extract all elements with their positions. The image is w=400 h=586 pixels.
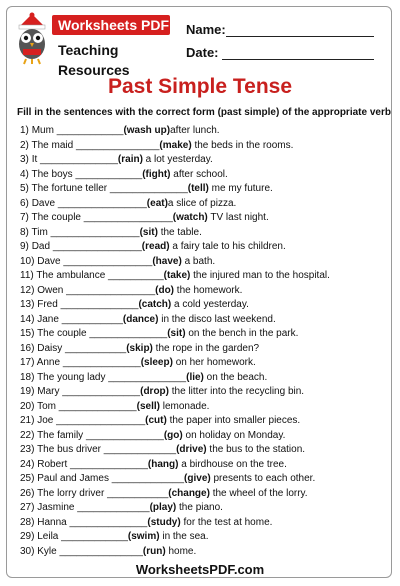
item-verb: (wash up) xyxy=(123,125,171,136)
item-verb: (sit) xyxy=(139,226,158,238)
item-verb: (read) xyxy=(141,241,170,252)
item-number: 3) xyxy=(20,154,29,165)
answer-blank[interactable]: __________ xyxy=(108,270,164,281)
answer-blank[interactable]: ________________ xyxy=(66,284,156,296)
item-verb: (skip) xyxy=(126,342,153,354)
item-number: 4) xyxy=(20,168,29,180)
item-number: 20) xyxy=(20,400,35,412)
exercise-item xyxy=(20,255,390,270)
answer-blank[interactable]: _____________ xyxy=(111,473,185,484)
item-verb: (hang) xyxy=(147,458,179,470)
item-text-after: lemonade. xyxy=(159,400,210,412)
item-verb: (play) xyxy=(149,502,177,513)
item-verb: (run) xyxy=(142,545,166,557)
answer-blank[interactable]: _____________ xyxy=(77,502,150,513)
item-text-before: It xyxy=(31,154,41,165)
item-verb: (tell) xyxy=(187,183,209,194)
header xyxy=(0,0,386,78)
item-text-before: Daisy xyxy=(37,342,66,354)
exercise-item xyxy=(20,124,390,139)
item-text-after: presents to each other. xyxy=(210,473,316,484)
item-verb: (change) xyxy=(168,487,210,499)
item-number: 23) xyxy=(20,444,35,455)
exercise-item xyxy=(20,545,390,560)
item-text-before: Fred xyxy=(37,299,61,310)
exercise-item xyxy=(20,429,390,444)
answer-blank[interactable]: ______________ xyxy=(40,154,118,165)
item-number: 15) xyxy=(20,328,35,339)
item-text-before: The boys xyxy=(31,168,76,180)
exercise-item xyxy=(20,530,390,545)
exercise-item xyxy=(20,472,390,487)
answer-blank[interactable]: _____________ xyxy=(103,444,177,455)
item-text-before: Tim xyxy=(31,226,51,238)
item-text-before: The young lady xyxy=(37,371,109,383)
item-verb: (sit) xyxy=(167,328,186,339)
answer-blank[interactable]: ____________ xyxy=(75,168,143,180)
item-text-after: the wheel of the lorry. xyxy=(209,487,308,499)
item-verb: (catch) xyxy=(138,299,172,310)
item-number: 9) xyxy=(20,241,29,252)
exercise-item xyxy=(20,516,390,531)
item-text-before: Jasmine xyxy=(37,502,78,513)
item-text-after: in the disco last weekend. xyxy=(158,313,276,325)
item-number: 8) xyxy=(20,226,29,238)
item-text-after: the homework. xyxy=(174,284,243,296)
item-verb: (sell) xyxy=(136,400,160,412)
item-text-before: Jane xyxy=(37,313,62,325)
item-number: 16) xyxy=(20,342,35,354)
item-number: 21) xyxy=(20,415,35,426)
exercise-item xyxy=(20,139,390,154)
item-text-before: Leila xyxy=(37,531,62,542)
item-number: 11) xyxy=(20,270,34,281)
item-number: 2) xyxy=(20,139,29,151)
item-number: 5) xyxy=(20,183,29,194)
exercise-item xyxy=(20,240,390,255)
item-text-after: the rope in the garden? xyxy=(152,342,260,354)
exercise-item xyxy=(20,400,390,415)
item-text-before: Paul and James xyxy=(37,473,112,484)
item-verb: (lie) xyxy=(186,371,204,383)
item-verb: (fight) xyxy=(142,168,171,180)
item-number: 25) xyxy=(20,473,35,484)
answer-blank[interactable]: ________________ xyxy=(63,255,153,267)
item-text-before: The couple xyxy=(31,212,84,223)
answer-blank[interactable]: ______________ xyxy=(89,328,168,339)
answer-blank[interactable]: ________________ xyxy=(56,415,146,426)
answer-blank[interactable]: ________________ xyxy=(50,226,140,238)
answer-blank[interactable]: ______________ xyxy=(69,516,148,528)
item-text-before: Hanna xyxy=(37,516,70,528)
answer-blank[interactable]: ___________ xyxy=(107,487,169,499)
item-text-before: Owen xyxy=(37,284,67,296)
item-text-after: a lot yesterday. xyxy=(142,154,213,165)
item-verb: (eat) xyxy=(146,197,168,209)
exercise-list xyxy=(20,124,390,559)
item-text-after: the paper into smaller pieces. xyxy=(166,415,301,426)
item-verb: (rain) xyxy=(117,154,143,165)
footer-site: WorksheetsPDF.com xyxy=(135,562,265,577)
exercise-item xyxy=(20,226,390,241)
item-text-after: on the bench in the park. xyxy=(185,328,299,339)
exercise-item xyxy=(20,443,390,458)
item-text-after: on holiday on Monday. xyxy=(182,429,286,441)
answer-blank[interactable]: ______________ xyxy=(85,429,164,441)
item-number: 22) xyxy=(20,429,35,441)
date-label: Date: xyxy=(186,45,219,60)
exercise-item xyxy=(20,298,390,313)
item-verb: (do) xyxy=(155,284,175,296)
item-text-after: on her homework. xyxy=(172,357,256,368)
item-number: 1) xyxy=(20,125,29,136)
item-text-after: home. xyxy=(165,545,197,557)
item-text-after: after school. xyxy=(170,168,228,180)
item-verb: (give) xyxy=(184,473,211,484)
item-number: 17) xyxy=(20,357,35,368)
item-text-after: on the beach. xyxy=(203,371,268,383)
item-number: 30) xyxy=(20,545,35,557)
item-text-before: The ambulance xyxy=(36,270,109,281)
item-verb: (sleep) xyxy=(140,357,173,368)
item-text-after: the beds in the rooms. xyxy=(191,139,294,151)
item-text-after: the piano. xyxy=(176,502,223,513)
item-text-before: The maid xyxy=(31,139,76,151)
answer-blank[interactable]: ____________ xyxy=(56,125,124,136)
exercise-item xyxy=(20,327,390,342)
answer-blank[interactable]: _______________ xyxy=(75,139,160,151)
exercise-item xyxy=(20,414,390,429)
brand-subtitle: Teaching Resources xyxy=(58,42,130,78)
item-text-before: The couple xyxy=(37,328,90,339)
item-text-before: The fortune teller xyxy=(31,183,110,194)
exercise-item xyxy=(20,501,390,516)
item-number: 29) xyxy=(20,531,35,542)
answer-blank[interactable]: ___________ xyxy=(61,313,123,325)
answer-blank[interactable]: ______________ xyxy=(62,386,141,397)
item-text-before: Mary xyxy=(37,386,63,397)
item-text-before: Mum xyxy=(31,125,57,136)
item-text-after: me my future. xyxy=(208,183,273,194)
item-text-before: Dave xyxy=(37,255,64,267)
item-text-after: the bus to the station. xyxy=(206,444,306,455)
exercise-item xyxy=(20,168,390,183)
instructions: Fill in the sentences with the correct form (past simple) of the appropriate verb xyxy=(17,107,391,118)
answer-blank[interactable]: ______________ xyxy=(70,458,148,470)
item-text-before: Tom xyxy=(37,400,59,412)
exercise-item xyxy=(20,313,390,328)
item-number: 10) xyxy=(20,255,35,267)
item-verb: (go) xyxy=(163,429,183,441)
item-text-after: for the test at home. xyxy=(180,516,273,528)
item-text-after: TV last night. xyxy=(207,212,269,223)
item-number: 28) xyxy=(20,516,35,528)
item-text-after: the litter into the recycling bin. xyxy=(169,386,305,397)
date-line[interactable] xyxy=(222,59,374,60)
answer-blank[interactable]: ___________ xyxy=(65,342,127,354)
name-label: Name: xyxy=(186,22,226,37)
item-number: 6) xyxy=(20,197,29,209)
exercise-item xyxy=(20,487,390,502)
exercise-item xyxy=(20,342,390,357)
item-text-before: Kyle xyxy=(37,545,60,557)
worksheet-title: Past Simple Tense xyxy=(107,75,293,98)
answer-blank[interactable]: ________________ xyxy=(52,241,142,252)
item-text-after: the injured man to the hospital. xyxy=(190,270,330,281)
item-text-after: a fairy tale to his children. xyxy=(169,241,286,252)
date-field xyxy=(186,45,219,61)
exercise-item xyxy=(20,211,390,226)
answer-blank[interactable]: ____________ xyxy=(61,531,128,542)
brand-title: Worksheets PDF xyxy=(52,15,170,35)
item-text-before: Dave xyxy=(31,197,58,209)
item-text-after: a slice of pizza. xyxy=(167,197,237,209)
item-number: 7) xyxy=(20,212,29,223)
exercise-item xyxy=(20,284,390,299)
item-text-after: a birdhouse on the tree. xyxy=(178,458,287,470)
item-verb: (swim) xyxy=(127,531,160,542)
item-number: 27) xyxy=(20,502,35,513)
item-text-after: a bath. xyxy=(181,255,216,267)
item-verb: (take) xyxy=(163,270,191,281)
item-verb: (cut) xyxy=(145,415,167,426)
answer-blank[interactable]: ______________ xyxy=(108,371,187,383)
item-verb: (drop) xyxy=(140,386,169,397)
name-line[interactable] xyxy=(226,36,374,37)
item-text-before: Dad xyxy=(31,241,53,252)
answer-blank[interactable]: ______________ xyxy=(58,400,137,412)
exercise-item xyxy=(20,269,390,284)
item-text-before: The lorry driver xyxy=(37,487,108,499)
item-verb: (study) xyxy=(147,516,181,528)
item-verb: (drive) xyxy=(176,444,207,455)
answer-blank[interactable]: ________________ xyxy=(57,197,147,209)
item-text-before: Joe xyxy=(37,415,57,426)
item-number: 13) xyxy=(20,299,35,310)
answer-blank[interactable]: ______________ xyxy=(109,183,188,194)
answer-blank[interactable]: ______________ xyxy=(62,357,141,368)
item-text-after: after lunch. xyxy=(170,125,220,136)
item-number: 18) xyxy=(20,371,35,383)
exercise-item xyxy=(20,385,390,400)
item-text-before: Anne xyxy=(36,357,63,368)
exercise-item xyxy=(20,356,390,371)
exercise-item xyxy=(20,153,390,168)
item-verb: (dance) xyxy=(122,313,159,325)
item-number: 24) xyxy=(20,458,35,470)
owl-mascot-icon xyxy=(14,12,50,66)
item-text-before: The bus driver xyxy=(37,444,104,455)
item-number: 26) xyxy=(20,487,35,499)
item-text-after: in the sea. xyxy=(159,531,209,542)
item-verb: (watch) xyxy=(172,212,208,223)
item-number: 14) xyxy=(20,313,35,325)
answer-blank[interactable]: ______________ xyxy=(60,299,139,310)
name-field xyxy=(186,22,226,38)
item-verb: (have) xyxy=(152,255,182,267)
item-number: 12) xyxy=(20,284,35,296)
answer-blank[interactable]: ________________ xyxy=(83,212,173,223)
item-text-after: the table. xyxy=(157,226,202,238)
exercise-item xyxy=(20,197,390,212)
item-number: 19) xyxy=(20,386,35,397)
item-text-after: a cold yesterday. xyxy=(171,299,249,310)
exercise-item xyxy=(20,182,390,197)
item-text-before: The family xyxy=(37,429,86,441)
exercise-item xyxy=(20,371,390,386)
item-verb: (make) xyxy=(159,139,192,151)
answer-blank[interactable]: _______________ xyxy=(59,545,143,557)
exercise-item xyxy=(20,458,390,473)
item-text-before: Robert xyxy=(37,458,71,470)
